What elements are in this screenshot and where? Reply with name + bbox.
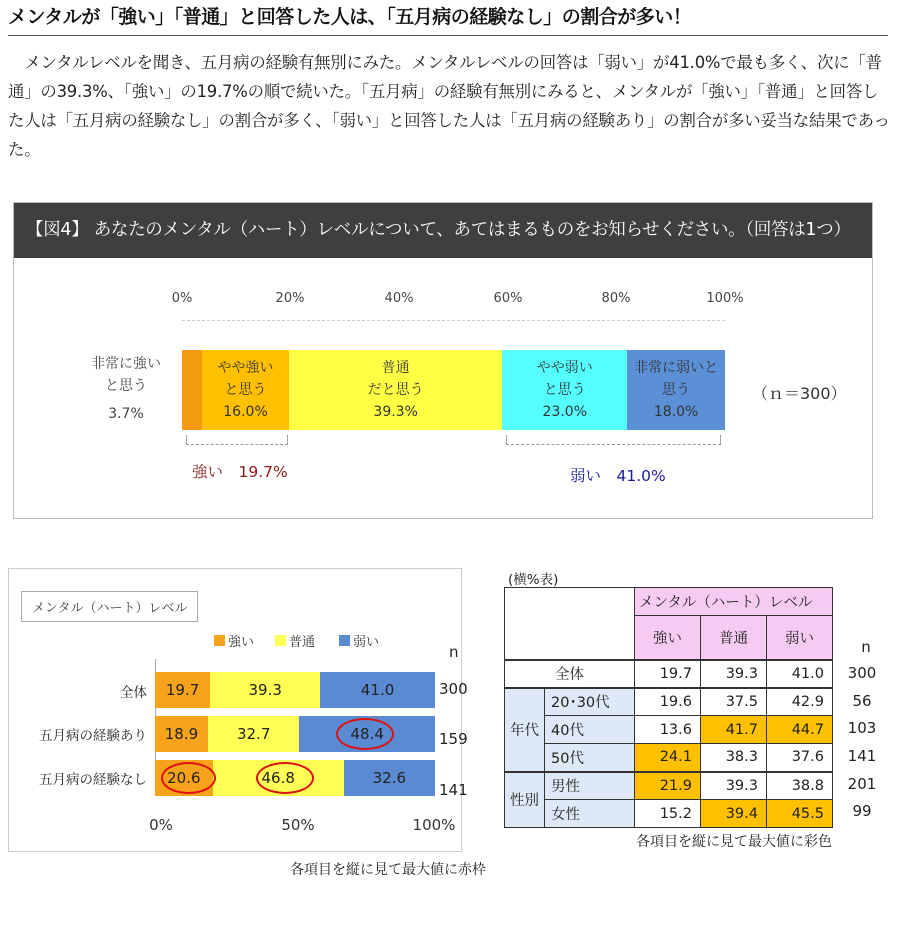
xt-cell: 38.8 (767, 772, 833, 800)
xt-cell: 42.9 (767, 688, 833, 716)
mental-bar-not-experienced-strong: 20.6 (155, 760, 213, 796)
f4-axis-line (182, 320, 725, 321)
bracket-strong (186, 435, 288, 445)
mental-bar-not-experienced-weak: 32.6 (344, 760, 435, 796)
xt-row-label: 女性 (545, 800, 635, 828)
xt-cell: 37.5 (701, 688, 767, 716)
xt-group-sex: 性別 (505, 772, 545, 828)
xt-cell-highlight: 24.1 (635, 744, 701, 772)
highlight-ring-noexp-strong (161, 762, 216, 794)
xt-n-header: n (861, 638, 871, 656)
xt-cell: 19.7 (635, 660, 701, 688)
legend-weak: 弱い (353, 635, 380, 650)
cross-table-title: (横%表) (508, 572, 559, 588)
mental-n-not-experienced: 141 (439, 781, 468, 799)
f4-bar (182, 350, 725, 430)
xt-cell-highlight: 45.5 (767, 800, 833, 828)
mental-tick-0: 0% (149, 816, 173, 834)
f4-seg-very-strong (182, 350, 202, 430)
xt-group-age: 年代 (505, 688, 545, 772)
mental-bar-experienced-weak: 48.4 (299, 716, 435, 752)
f4-seg-somewhat-weak: やや弱い と思う 23.0% (502, 350, 627, 430)
xt-row-label: 男性 (545, 772, 635, 800)
xt-col-weak: 弱い (767, 616, 833, 660)
mental-bar-not-experienced-normal: 46.8 (213, 760, 344, 796)
figure4-header: 【図4】 あなたのメンタル（ハート）レベルについて、あてはまるものをお知らせください。（回答は1つ） (14, 203, 872, 258)
mental-row-label-experienced: 五月病の経験あり (39, 728, 147, 744)
f4-label-very-strong: 非常に強い と思う 3.7% (91, 356, 161, 422)
f4-seg-normal: 普通 だと思う 39.3% (289, 350, 502, 430)
mental-tick-100: 100% (412, 816, 456, 834)
xt-n-sex-1: 99 (852, 802, 872, 820)
xt-n-sex-0: 201 (847, 775, 877, 793)
xt-cell: 37.6 (767, 744, 833, 772)
xt-cell: 39.3 (701, 660, 767, 688)
mental-row-label-not-experienced: 五月病の経験なし (39, 772, 147, 788)
mental-chart-title: メンタル（ハート）レベル (21, 591, 198, 622)
legend-swatch-normal (275, 635, 286, 646)
group-weak-label: 弱い 41.0% (570, 467, 666, 485)
xt-cell: 13.6 (635, 716, 701, 744)
xt-row-label: 40代 (545, 716, 635, 744)
xt-n-age-0: 56 (852, 692, 872, 710)
xt-col-normal: 普通 (701, 616, 767, 660)
xt-cell-highlight: 41.7 (701, 716, 767, 744)
xt-cell: 41.0 (767, 660, 833, 688)
bracket-weak (506, 435, 721, 445)
xt-cell: 39.3 (701, 772, 767, 800)
xt-cell: 38.3 (701, 744, 767, 772)
xt-row-label: 50代 (545, 744, 635, 772)
cross-table-note: 各項目を縦に見て最大値に彩色 (636, 834, 832, 850)
xt-header-group: メンタル（ハート）レベル (635, 588, 833, 616)
mental-bar-total-weak: 41.0 (320, 672, 435, 708)
xt-cell: 19.6 (635, 688, 701, 716)
mental-bar-total-normal: 39.3 (210, 672, 320, 708)
group-strong-label: 強い 19.7% (192, 463, 288, 481)
cross-table (504, 587, 833, 828)
f4-tick-80: 80% (601, 291, 631, 306)
xt-row-label: 20･30代 (545, 688, 635, 716)
mental-chart-note: 各項目を縦に見て最大値に赤枠 (290, 862, 486, 878)
f4-tick-60: 60% (493, 291, 523, 306)
xt-row-total-label: 全体 (505, 660, 635, 688)
f4-seg-somewhat-strong: やや強い と思う 16.0% (202, 350, 289, 430)
xt-corner (505, 588, 635, 660)
xt-cell-highlight: 44.7 (767, 716, 833, 744)
highlight-ring-noexp-normal (256, 762, 314, 794)
f4-n-label: （ｎ＝300） (752, 384, 847, 403)
legend-swatch-strong (214, 635, 225, 646)
mental-n-total: 300 (439, 680, 468, 698)
f4-tick-0: 0% (171, 291, 193, 306)
mental-n-header: n (449, 643, 459, 661)
legend-swatch-weak (339, 635, 350, 646)
highlight-ring-exp-weak (336, 718, 394, 750)
mental-n-experienced: 159 (439, 730, 468, 748)
xt-cell: 15.2 (635, 800, 701, 828)
f4-tick-100: 100% (706, 291, 744, 306)
page-headline: メンタルが「強い」「普通」と回答した人は、「五月病の経験なし」の割合が多い！ (8, 2, 888, 36)
xt-cell-highlight: 21.9 (635, 772, 701, 800)
mental-bar-total-strong: 19.7 (155, 672, 210, 708)
f4-tick-20: 20% (275, 291, 305, 306)
f4-seg-very-weak: 非常に弱いと 思う 18.0% (627, 350, 725, 430)
mental-bar-experienced-strong: 18.9 (155, 716, 208, 752)
legend-normal: 普通 (289, 635, 316, 650)
intro-paragraph: メンタルレベルを聞き、五月病の経験有無別にみた。メンタルレベルの回答は「弱い」が41.0%で最も多く、次に「普通」の39.3%、「強い」の19.7%の順で続いた。「五月病」の経験有無別にみると、メンタルが「強い」「普通」と回答した人は「五月病の経験なし」の割合が多く、「弱い」と回答した人は「五月病の経験あり」の割合が多い妥当な結果であった。 (8, 53, 890, 159)
mental-bar-experienced-normal: 32.7 (208, 716, 300, 752)
xt-cell-highlight: 39.4 (701, 800, 767, 828)
figure4-panel (13, 202, 873, 519)
f4-tick-40: 40% (384, 291, 414, 306)
legend-strong: 強い (228, 635, 255, 650)
xt-n-age-1: 103 (847, 719, 877, 737)
xt-n-age-2: 141 (847, 747, 877, 765)
xt-col-strong: 強い (635, 616, 701, 660)
xt-n-total: 300 (847, 664, 877, 682)
mental-row-label-total: 全体 (120, 685, 147, 701)
mental-tick-50: 50% (281, 816, 315, 834)
mental-chart-panel (8, 568, 468, 852)
